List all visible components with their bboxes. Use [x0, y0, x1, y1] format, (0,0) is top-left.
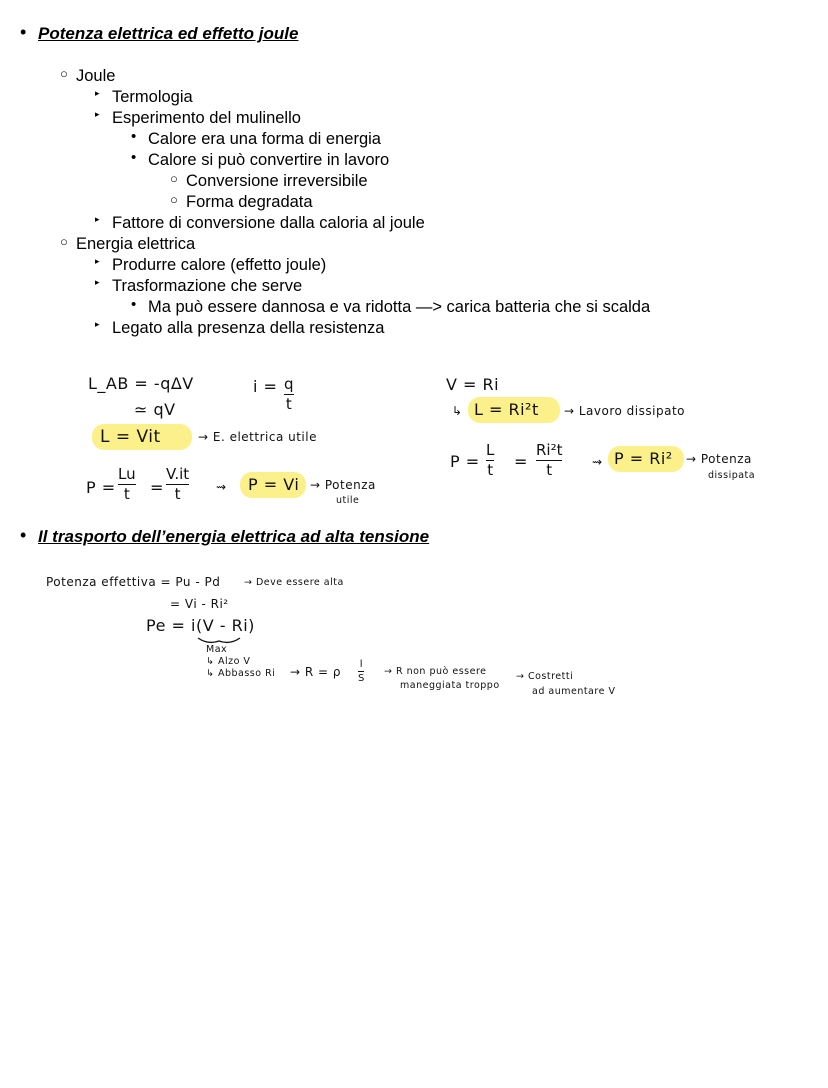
fraction-ri2t-t [536, 442, 562, 479]
bullet-dot: • [131, 149, 137, 166]
fraction-den: t [174, 485, 181, 503]
fraction-num: Ri²t [536, 441, 563, 459]
note-vi-ri2: = Vi - Ri² [170, 597, 229, 611]
arrow-icon: ⇝ [216, 480, 227, 494]
outline-irreversibile: Conversione irreversibile [186, 172, 368, 190]
section-title-potenza: Potenza elettrica ed effetto joule [38, 24, 299, 43]
note-potenza: → Potenza [310, 478, 376, 492]
bullet-circle: ○ [60, 66, 68, 81]
outline-legato: Legato alla presenza della resistenza [112, 319, 385, 337]
note-max: Max [206, 644, 228, 655]
note-l-ri2t: L = Ri²t [474, 400, 539, 419]
fraction-num: l [359, 659, 363, 670]
outline-produrre: Produrre calore (effetto joule) [112, 256, 327, 274]
note-l-vit: L = Vit [100, 427, 161, 447]
note-lab-work: L_AB = -qΔV [88, 374, 194, 393]
note-p-vi: P = Vi [248, 475, 300, 494]
note-alzo-v: ↳ Alzo V [206, 656, 251, 667]
equals-sign: = [514, 452, 528, 471]
fraction-l-t [486, 442, 494, 479]
arrow-icon: ⇝ [592, 455, 603, 469]
note-aumentare-v: ad aumentare V [532, 686, 616, 697]
section-title-trasporto: Il trasporto dell’energia elettrica ad alta tensione [38, 527, 430, 546]
note-lavoro-dissipato: → Lavoro dissipato [564, 404, 685, 418]
note-approx-qv: ≃ qV [134, 400, 176, 419]
note-costretti: → Costretti [516, 671, 574, 682]
fraction-vit-t [166, 466, 189, 503]
fraction-lu-t [118, 466, 136, 503]
fraction-num: q [284, 375, 294, 393]
note-i-lhs: i = [253, 377, 278, 396]
bullet-triangle: ▸ [95, 256, 100, 266]
note-v-ri: V = Ri [446, 375, 500, 394]
note-utile: utile [336, 495, 360, 506]
outline-joule: Joule [76, 67, 116, 85]
bullet-triangle: ▸ [95, 88, 100, 98]
note-abbasso-ri: ↳ Abbasso Ri [206, 668, 276, 679]
bullet-dot: • [131, 128, 137, 145]
section-bullet: • [20, 525, 27, 545]
note-p-lhs: P = [86, 478, 116, 497]
note-deve-essere-alta: → Deve essere alta [244, 577, 344, 588]
note-p2-lhs: P = [450, 452, 480, 471]
outline-trasformazione: Trasformazione che serve [112, 277, 303, 295]
outline-mulinello: Esperimento del mulinello [112, 109, 301, 127]
note-pe-formula: Pe = i(V - Ri) [146, 616, 255, 635]
outline-calore-energia: Calore era una forma di energia [148, 130, 381, 148]
note-r-non-puo: → R non può essere [384, 666, 487, 677]
note-potenza-2: → Potenza [686, 452, 752, 466]
fraction-den: t [285, 395, 292, 413]
note-r-rho: → R = ρ [290, 665, 342, 679]
fraction-num: V.it [166, 465, 190, 483]
note-potenza-effettiva: Potenza effettiva = Pu - Pd [46, 575, 221, 589]
bullet-triangle: ▸ [95, 109, 100, 119]
equals-sign: = [150, 478, 164, 497]
bullet-circle: ○ [170, 171, 178, 186]
fraction-den: t [123, 485, 130, 503]
outline-fattore: Fattore di conversione dalla caloria al joule [112, 214, 425, 232]
fraction-num: Lu [118, 465, 136, 483]
outline-termologia: Termologia [112, 88, 193, 106]
bullet-triangle: ▸ [95, 319, 100, 329]
outline-energia-elettrica: Energia elettrica [76, 235, 196, 253]
fraction-den: t [546, 461, 553, 479]
section-bullet: • [20, 22, 27, 42]
note-dissipata: dissipata [708, 470, 756, 481]
arrow-icon: ↳ [452, 404, 463, 418]
note-maneggiata: maneggiata troppo [400, 680, 500, 691]
outline-degradata: Forma degradata [186, 193, 313, 211]
fraction-den: t [487, 461, 494, 479]
bullet-circle: ○ [170, 192, 178, 207]
fraction-den: S [358, 673, 365, 684]
bullet-circle: ○ [60, 234, 68, 249]
outline-dannosa: Ma può essere dannosa e va ridotta —> carica batteria che si scalda [148, 298, 651, 316]
fraction-i [284, 376, 294, 413]
bullet-triangle: ▸ [95, 214, 100, 224]
note-energia-utile: → E. elettrica utile [198, 430, 317, 444]
fraction-l-s [358, 659, 364, 684]
note-p-ri2: P = Ri² [614, 449, 673, 468]
fraction-num: L [486, 441, 495, 459]
bullet-triangle: ▸ [95, 277, 100, 287]
bullet-dot: • [131, 296, 137, 313]
fraction-bar [358, 671, 364, 672]
outline-calore-lavoro: Calore si può convertire in lavoro [148, 151, 390, 169]
